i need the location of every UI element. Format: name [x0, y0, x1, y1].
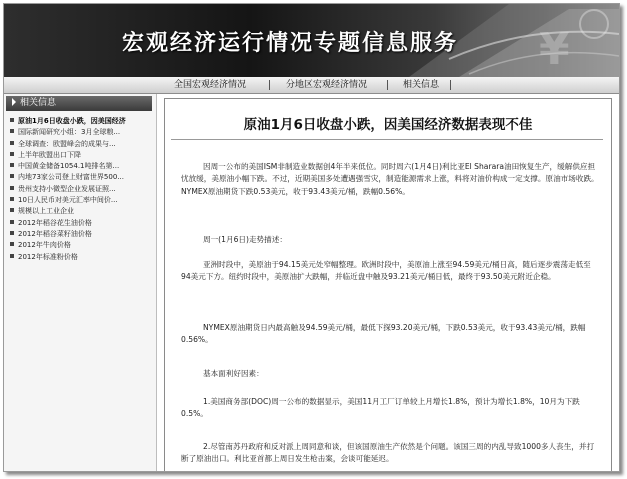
sidebar-item[interactable]: 2012年稻谷花生油价格 — [8, 218, 154, 229]
article-paragraph: NYMEX原油期货日内最高触及94.59美元/桶，最低下探93.20美元/桶，下跌0.53美元，收于93.43美元/桶，跌幅0.56%。 — [181, 323, 586, 345]
nav-separator — [387, 80, 388, 90]
sidebar-item[interactable]: 贵州支持小微型企业发展证照... — [8, 184, 154, 195]
bullet-icon — [10, 163, 14, 167]
nav-separator — [269, 80, 270, 90]
nav-related-info[interactable]: 相关信息 — [403, 80, 440, 90]
sidebar-item[interactable]: 2012年标准粉价格 — [8, 252, 154, 263]
sidebar-header — [6, 96, 152, 111]
bullet-icon — [10, 197, 14, 201]
sidebar-item[interactable]: 2012年稻谷菜籽油价格 — [8, 229, 154, 240]
main-content — [164, 98, 616, 471]
sidebar-item[interactable]: 中国黄金储备1054.1吨排名第... — [8, 161, 154, 172]
sidebar-item[interactable]: 国际新闻研究小组：3月全球粮... — [8, 127, 154, 138]
sidebar-item[interactable]: 2012年牛肉价格 — [8, 240, 154, 251]
sidebar-item[interactable]: 上半年欧盟出口下降 — [8, 150, 154, 161]
bullet-icon — [10, 129, 14, 133]
article-paragraph: 亚洲时段中，美原油于94.15美元处窄幅整理。欧洲时段中，美原油上涨至94.59美元/桶日高，随后逐步震荡走低至94美元下方。纽约时段中，美原油扩大跌幅，并临近盘中触及93.21美元/桶日低，最终于93.50美元附近企稳。 — [181, 260, 591, 282]
article-paragraph: 2.尽管南苏丹政府和反对派上周同意和谈，但该国原油生产依然是个问题。该国三周的内乱导致1000多人丧生，并打断了原油出口。利比亚首都上周日发生枪击案，会谈可能延迟。 — [181, 442, 595, 464]
sidebar-item[interactable]: 内地73家公司登上财富世界500... — [8, 172, 154, 183]
sidebar-list — [8, 116, 154, 263]
article-subheading: 周一(1月6日)走势描述： — [203, 235, 287, 244]
bullet-icon — [10, 118, 14, 122]
sidebar — [4, 94, 157, 471]
bullet-icon — [10, 174, 14, 178]
bullet-icon — [10, 208, 14, 212]
sidebar-item[interactable]: 规模以上工业企业 — [8, 206, 154, 217]
article — [164, 98, 612, 472]
nav-regional-macro[interactable]: 分地区宏观经济情况 — [286, 80, 368, 90]
arrow-right-icon — [12, 98, 16, 106]
bullet-icon — [10, 242, 14, 246]
nav-separator — [450, 80, 451, 90]
sidebar-header-label: 相关信息 — [20, 98, 57, 108]
bullet-icon — [10, 254, 14, 258]
article-paragraph: 1.美国商务部(DOC)周一公布的数据显示，美国11月工厂订单较上月增长1.8%，预计为增长1.8%，10月为下跌0.5%。 — [181, 397, 580, 419]
bullet-icon — [10, 186, 14, 190]
article-subheading: 基本面利好因素： — [203, 369, 264, 378]
page-frame — [3, 3, 620, 472]
bullet-icon — [10, 152, 14, 156]
sidebar-item[interactable]: 原油1月6日收盘小跌，因美国经济 — [8, 116, 154, 127]
banner — [4, 4, 619, 77]
nav-national-macro[interactable]: 全国宏观经济情况 — [174, 80, 247, 90]
svg-text:¥: ¥ — [539, 24, 570, 75]
bullet-icon — [10, 220, 14, 224]
article-paragraph: 因周一公布的美国ISM非制造业数据创4年半来低位。同时周六(1月4日)利比亚El Sharara油田恢复生产，缓解供应担忧放缓，美原油小幅下跌。不过，近期美国多处遭遇强雪灾，制造能源需求上涨，料将对油价构成一定支撑。原油市场收跌。NYMEX原油期货下跌0.53美元，收于93.43美元/桶，跌幅0.56%。 — [181, 162, 599, 196]
top-navigation — [4, 77, 619, 94]
sidebar-item[interactable]: 10日人民币对美元汇率中间价... — [8, 195, 154, 206]
article-title: 原油1月6日收盘小跌，因美国经济数据表现不佳 — [243, 117, 533, 133]
bullet-icon — [10, 231, 14, 235]
sidebar-item[interactable]: 全球调查：欧盟峰会的成果与... — [8, 139, 154, 150]
bullet-icon — [10, 141, 14, 145]
banner-title: 宏观经济运行情况专题信息服务 — [122, 30, 459, 56]
title-divider — [171, 139, 603, 140]
